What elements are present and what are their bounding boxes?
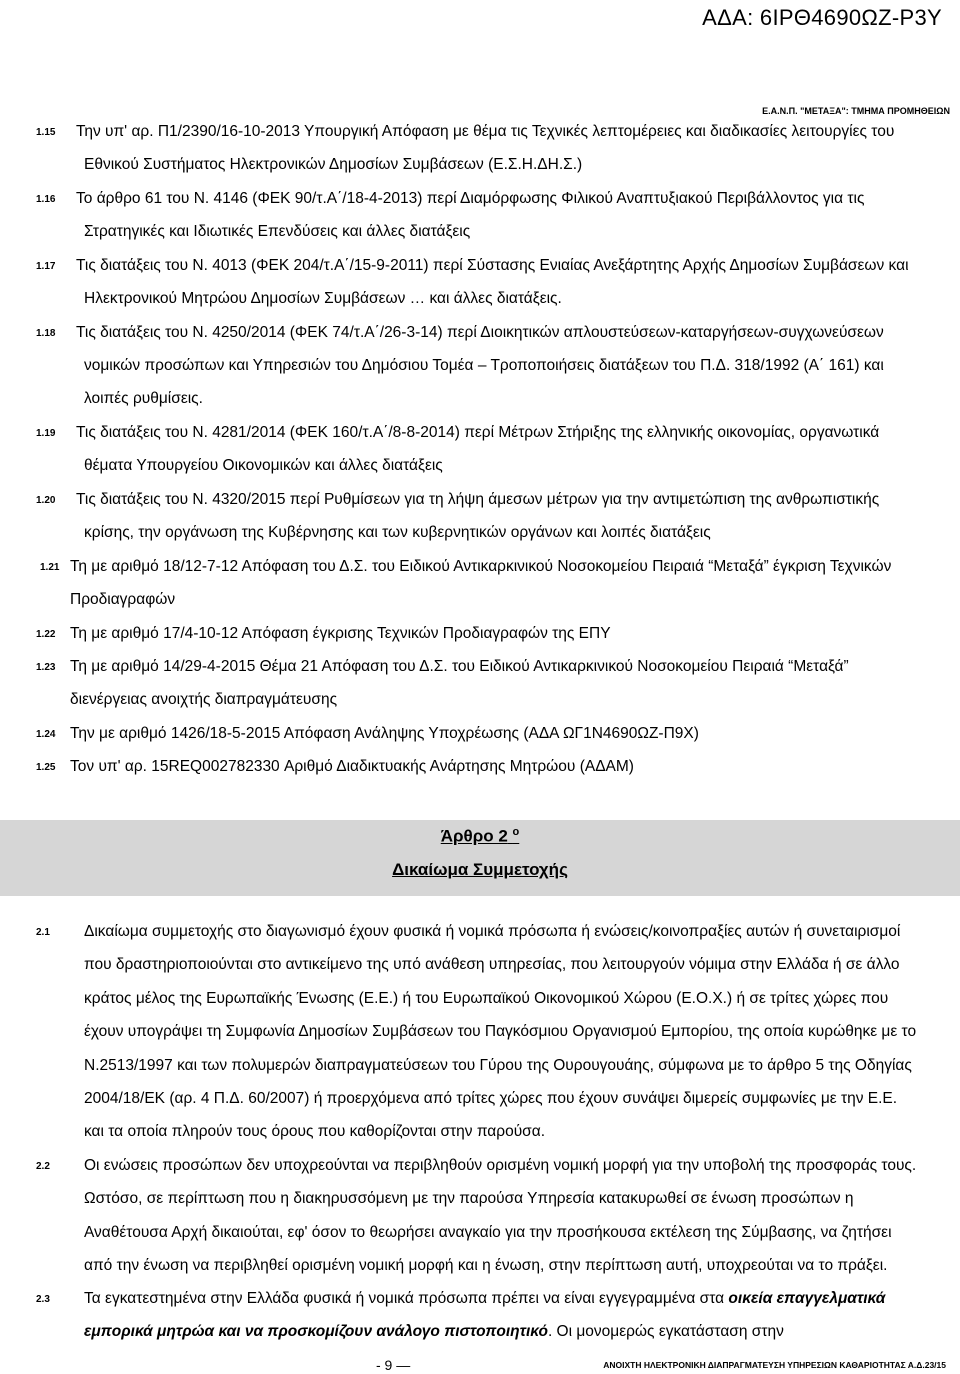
item-number: 1.15 <box>36 127 56 138</box>
item-text-line: κρίσης, την οργάνωση της Κυβέρνησης και των κυβερνητικών οργάνων και λοιπές διατάξεις <box>84 524 711 541</box>
article-title: Άρθρο 2 $^o$ <box>440 826 520 846</box>
paragraph-number: 2.3 <box>36 1294 50 1305</box>
item-text-line: Την με αριθμό 1426/18-5-2015 Απόφαση Ανάληψης Υποχρέωσης (ΑΔΑ ΩΓ1Ν4690ΩΖ-Π9Χ) <box>70 725 699 742</box>
paragraph-text-line: έχουν υπογράψει τη Συμφωνία Δημοσίων Συμβάσεων του Παγκόσμιου Οργανισμού Εμπορίου, της οποία κυρώθηκε με το <box>84 1023 917 1041</box>
footer-title: ΑΝΟΙΧΤΗ ΗΛΕΚΤΡΟΝΙΚΗ ΔΙΑΠΡΑΓΜΑΤΕΥΣΗ ΥΠΗΡΕΣΙΩΝ ΚΑΘΑΡΙΟΤΗΤΑΣ Α.Δ.23/15 <box>603 1360 946 1370</box>
item-text-line: λοιπές ρυθμίσεις. <box>84 390 203 407</box>
item-text-line: Τις διατάξεις του Ν. 4250/2014 (ΦΕΚ 74/τ.Α΄/26-3-14) περί Διοικητικών απλουστεύσεων-καταργήσεων-συγχωνεύσεων <box>76 324 884 341</box>
paragraph-text-line: Οι ενώσεις προσώπων δεν υποχρεούνται να περιβληθούν ορισμένη νομική μορφή για την υποβολή της προσφοράς τους. <box>84 1157 917 1174</box>
item-text-line: Τις διατάξεις του Ν. 4281/2014 (ΦΕΚ 160/τ.Α΄/8-8-2014) περί Μέτρων Στήριξης της ελληνικής οικονομίας, οργανωτικά <box>76 424 880 441</box>
item-text-line: Την υπ' αρ. Π1/2390/16-10-2013 Υπουργική Απόφαση με θέμα τις Τεχνικές λεπτομέρειες και διαδικασίες λειτουργίες του <box>76 123 895 140</box>
item-number: 1.25 <box>36 762 56 773</box>
item-text-line: θέματα Υπουργείου Οικονομικών και άλλες διατάξεις <box>84 457 443 474</box>
item-text-line: Εθνικού Συστήματος Ηλεκτρονικών Δημοσίων Συμβάσεων (Ε.Σ.Η.ΔΗ.Σ.) <box>84 156 583 173</box>
item-text-line: Το άρθρο 61 του Ν. 4146 (ΦΕΚ 90/τ.Α΄/18-4-2013) περί Διαμόρφωσης Φιλικού Αναπτυξιακού Περιβάλλοντος για τις <box>76 190 865 207</box>
item-text-line: Τον υπ' αρ. 15REQ002782330 Αριθμό Διαδικτυακής Ανάρτησης Μητρώου (ΑΔΑΜ) <box>70 758 634 775</box>
item-text-line: Προδιαγραφών <box>70 591 176 608</box>
item-text-line: Ηλεκτρονικού Μητρώου Δημοσίων Συμβάσεων … και άλλες διατάξεις. <box>84 290 562 307</box>
item-number: 1.22 <box>36 629 56 640</box>
item-text-line: Τη με αριθμό 17/4-10-12 Απόφαση έγκρισης Τεχνικών Προδιαγραφών της ΕΠΥ <box>70 625 611 642</box>
article-subtitle: Δικαίωμα Συμμετοχής <box>392 860 568 879</box>
item-number: 1.18 <box>36 328 56 339</box>
item-number: 1.21 <box>40 562 60 573</box>
item-text-line: διενέργειας ανοιχτής διαπραγμάτευσης <box>70 691 338 708</box>
paragraph-number: 2.2 <box>36 1161 50 1172</box>
paragraph-text-line: από την ένωση να περιβληθεί ορισμένη νομική μορφή και η ένωση, στην περίπτωση αυτή, υποχρεούται να το πράξει. <box>84 1257 888 1275</box>
item-number: 1.17 <box>36 261 56 272</box>
item-text-line: Στρατηγικές και Ιδιωτικές Επενδύσεις και άλλες διατάξεις <box>84 223 471 240</box>
item-text-line: νομικών προσώπων και Υπηρεσιών του Δημόσιου Τομέα – Τροποποιήσεις διατάξεων του Π.Δ. 318/1992 (Α΄ 161) και <box>84 357 884 374</box>
item-text-line: Τις διατάξεις του Ν. 4320/2015 περί Ρυθμίσεων για τη λήψη άμεσων μέτρων για την αντιμετώπιση της ανθρωπιστικής <box>76 491 880 508</box>
paragraph-text-line: Δικαίωμα συμμετοχής στο διαγωνισμό έχουν φυσικά ή νομικά πρόσωπα ή ενώσεις/κοινοπραξίες αυτών ή συνεταιρισμοί <box>84 923 901 940</box>
paragraph-text-line: Ν.2513/1997 και των πολυμερών διαπραγματεύσεων του Γύρου της Ουρουγουάης, σύμφωνα με το άρθρο 5 της Οδηγίας <box>84 1056 912 1074</box>
department-label: Ε.Α.Ν.Π. "ΜΕΤΑΞΑ": ΤΜΗΜΑ ΠΡΟΜΗΘΕΙΩΝ <box>762 106 950 116</box>
paragraph-text-line: κράτος μέλος της Ευρωπαϊκής Ένωσης (Ε.Ε.) ή του Ευρωπαϊκού Οικονομικού Χώρου (Ε.Ο.Χ.) ή σε τρίτες χώρες που <box>84 989 889 1007</box>
paragraph-text-line: Αναθέτουσα Αρχή δικαιούται, εφ' όσον το θεωρήσει αναγκαίο για την προσήκουσα εκτέλεση της Σύμβασης, να ζητήσει <box>84 1223 892 1241</box>
paragraph-text-line: που δραστηριοποιούνται στο αντικείμενο της υπό ανάθεση υπηρεσίας, που λειτουργούν νόμιμα στην Ελλάδα ή σε άλλο <box>84 956 900 974</box>
page-number: - 9 — <box>376 1357 411 1373</box>
item-number: 1.24 <box>36 729 56 740</box>
item-number: 1.23 <box>36 662 56 673</box>
paragraph-number: 2.1 <box>36 927 50 938</box>
paragraph-text-line: Ωστόσο, σε περίπτωση που η διακηρυσσόμενη με την παρούσα Υπηρεσία κατακυρωθεί σε ένωση προσώπων η <box>84 1190 854 1208</box>
item-text-line: Τη με αριθμό 14/29-4-2015 Θέμα 21 Απόφαση του Δ.Σ. του Ειδικού Αντικαρκινικού Νοσοκομείου Πειραιά “Μεταξά” <box>70 658 849 675</box>
item-text-line: Τις διατάξεις του Ν. 4013 (ΦΕΚ 204/τ.Α΄/15-9-2011) περί Σύστασης Ενιαίας Ανεξάρτητης Αρχής Δημοσίων Συμβάσεων και <box>76 257 909 274</box>
page-footer <box>0 1357 960 1374</box>
item-text-line: Τη με αριθμό 18/12-7-12 Απόφαση του Δ.Σ. του Ειδικού Αντικαρκινικού Νοσοκομείου Πειραιά “Μεταξά” έγκριση Τεχνικών <box>70 558 892 575</box>
item-number: 1.16 <box>36 194 56 205</box>
paragraph-text-line: 2004/18/ΕΚ (αρ. 4 Π.Δ. 60/2007) ή προερχόμενα από τρίτες χώρες που έχουν συνάψει διμερείς συμφωνίες με την Ε.Ε. <box>84 1090 898 1107</box>
paragraph-text-line: Τα εγκατεστημένα στην Ελλάδα φυσικά ή νομικά πρόσωπα πρέπει να είναι εγγεγραμμένα στα οικεία επαγγελματικά <box>84 1290 886 1307</box>
item-number: 1.20 <box>36 495 56 506</box>
ada-code: ΑΔΑ: 6ΙΡΘ4690ΩΖ-Ρ3Υ <box>702 5 942 30</box>
paragraph-text-line: εμπορικά μητρώα και να προσκομίζουν ανάλογο πιστοποιητικό. Οι μονομερώς εγκατάσταση στην <box>84 1323 784 1340</box>
item-number: 1.19 <box>36 428 56 439</box>
paragraph-text-line: και τα οποία πληρούν τους όρους που καθορίζονται στην παρούσα. <box>84 1123 546 1141</box>
